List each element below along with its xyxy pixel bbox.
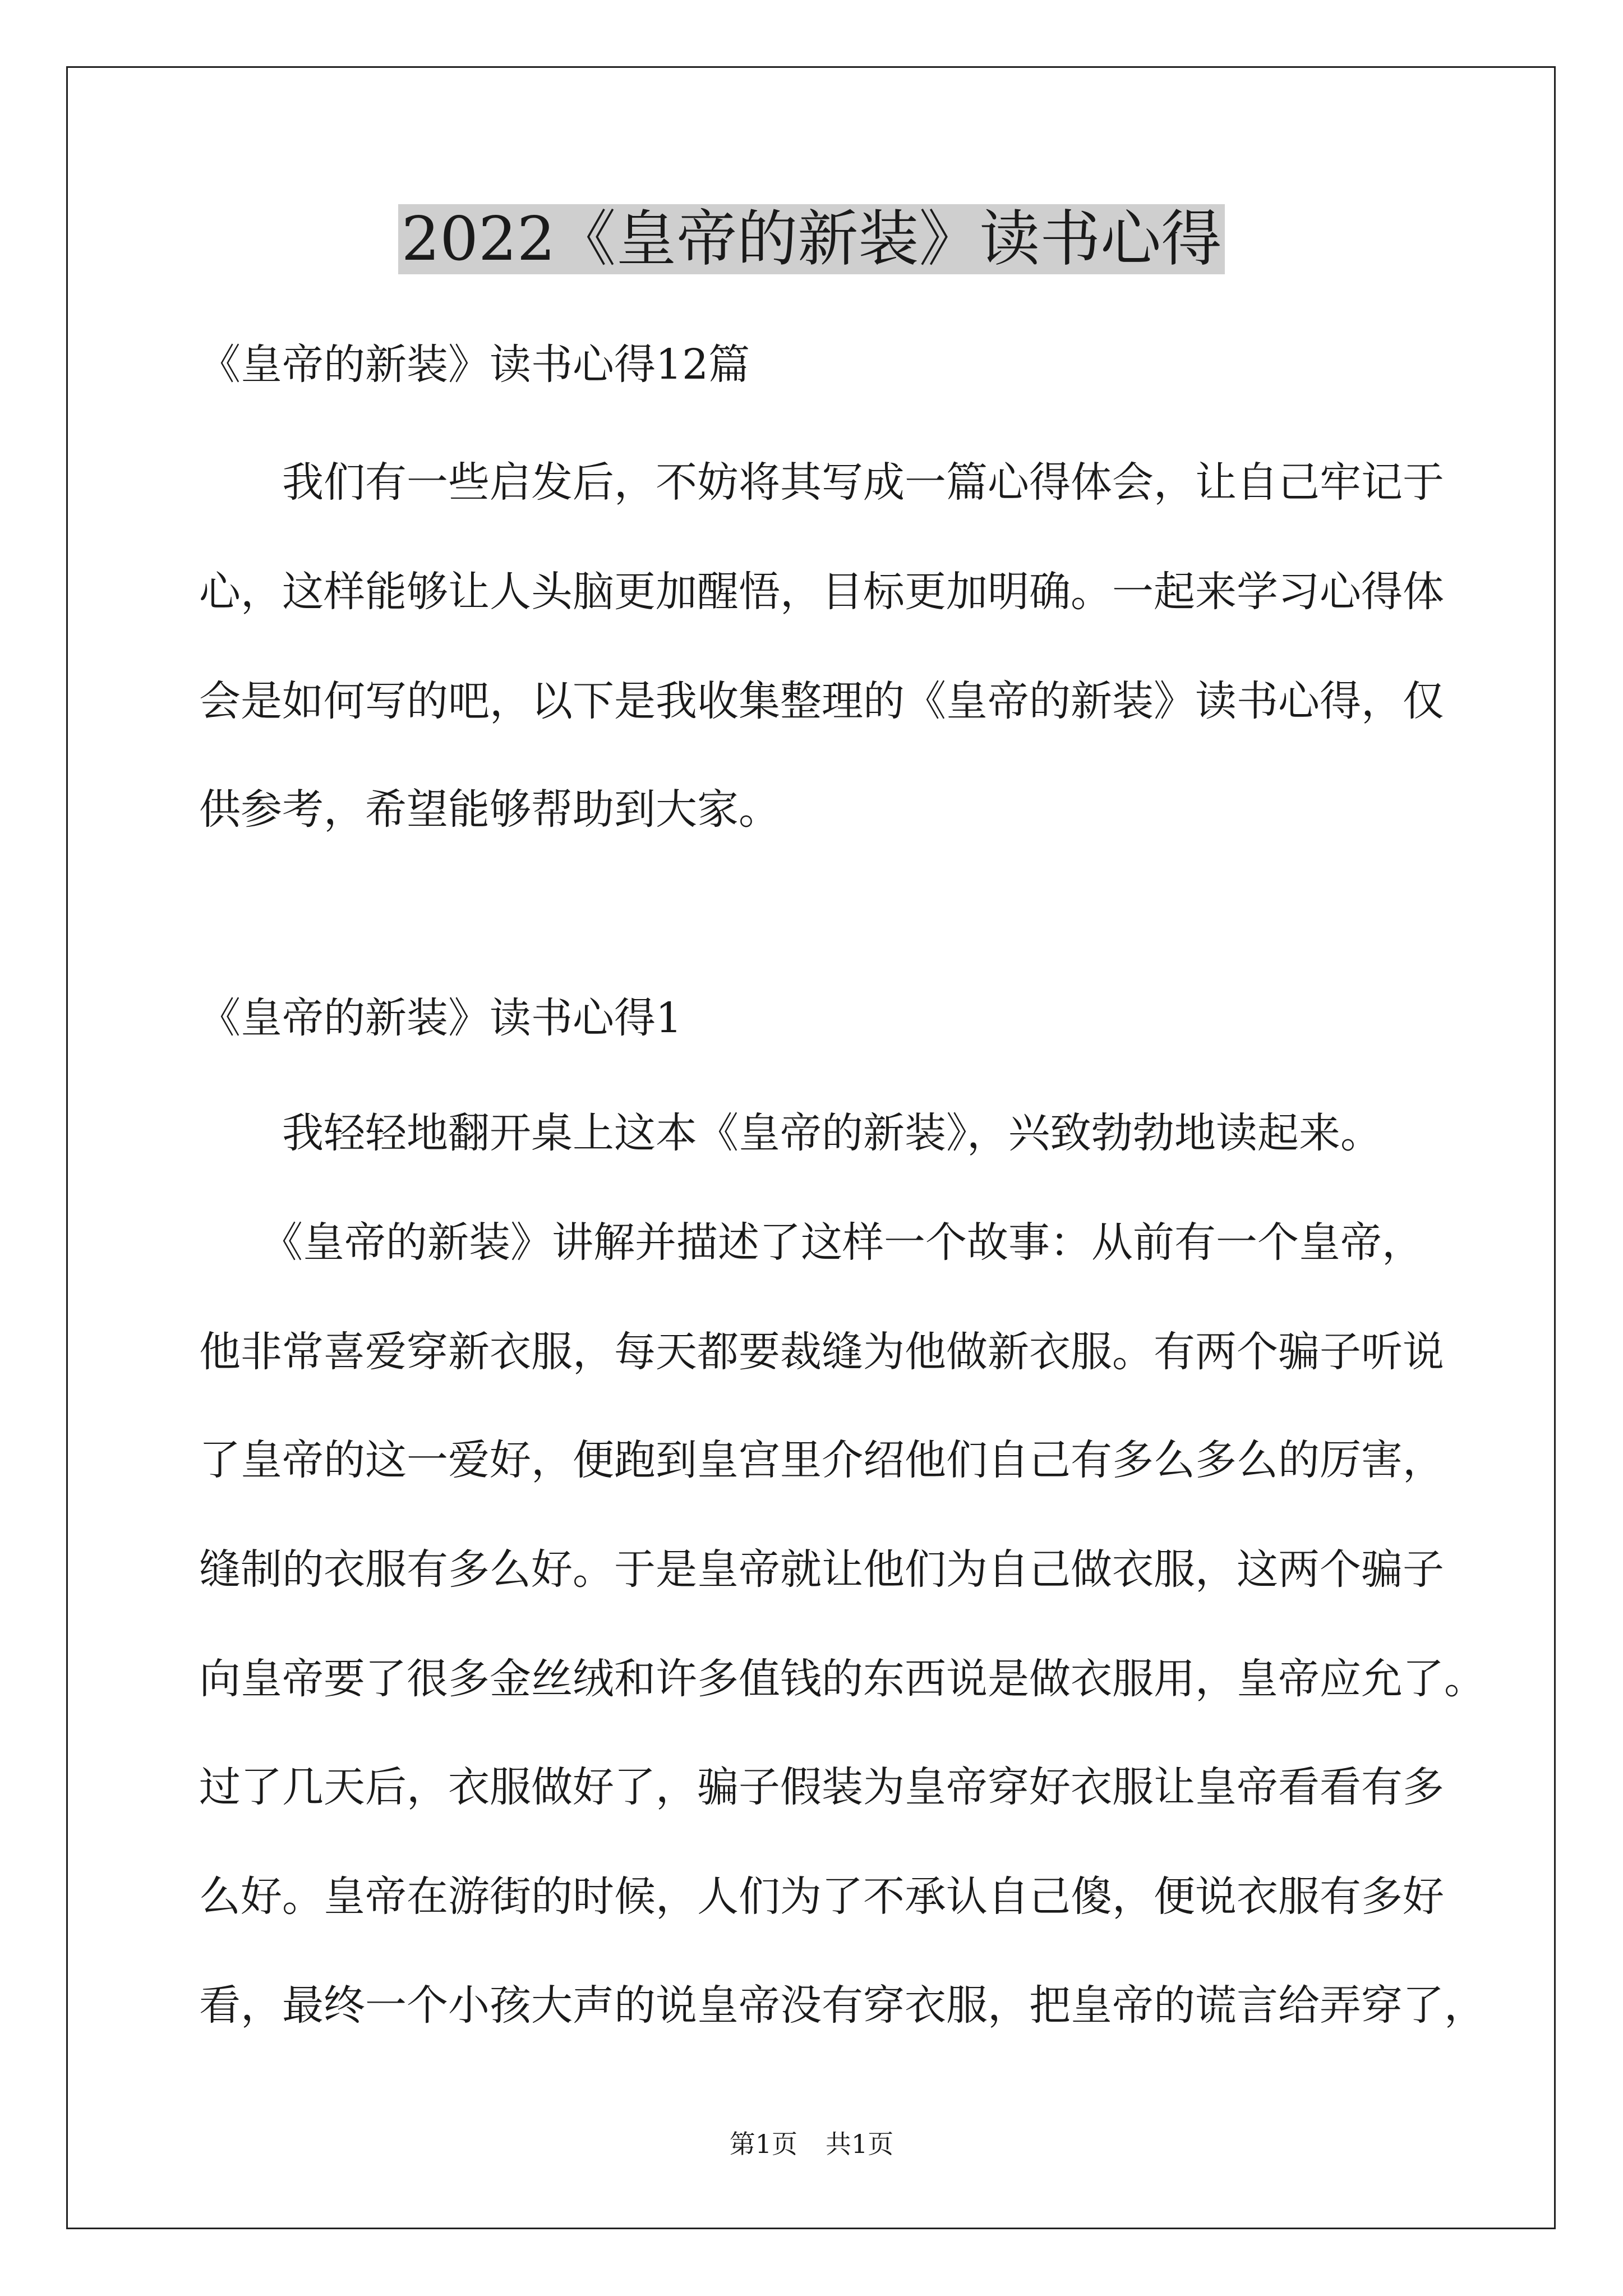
page-footer — [0, 2127, 1623, 2161]
body-line: 么好。皇帝在游街的时候，人们为了不承认自己傻，便说衣服有多好 — [199, 1872, 1444, 1921]
body-line: 他非常喜爱穿新衣服，每天都要裁缝为他做新衣服。有两个骗子听说 — [199, 1328, 1444, 1376]
body-line: 缝制的衣服有多么好。于是皇帝就让他们为自己做衣服，这两个骗子 — [199, 1545, 1444, 1594]
body-line: 过了几天后，衣服做好了，骗子假装为皇帝穿好衣服让皇帝看看有多 — [199, 1763, 1444, 1811]
body-line: 心，这样能够让人头脑更加醒悟，目标更加明确。一起来学习心得体 — [199, 568, 1444, 616]
page-number: 第1页 — [729, 2129, 797, 2159]
body-line: 了皇帝的这一爱好，便跑到皇宫里介绍他们自己有多么多么的厉害， — [199, 1436, 1444, 1484]
body-line: 会是如何写的吧，以下是我收集整理的《皇帝的新装》读书心得，仅 — [199, 677, 1444, 725]
body-line: 供参考，希望能够帮助到大家。 — [199, 785, 780, 834]
page-total: 共1页 — [826, 2129, 894, 2159]
body-line: 我轻轻地翻开桌上这本《皇帝的新装》，兴致勃勃地读起来。 — [199, 1109, 1382, 1157]
body-line: 看，最终一个小孩大声的说皇帝没有穿衣服，把皇帝的谎言给弄穿了， — [199, 1981, 1486, 2030]
document-title: 2022《皇帝的新装》读书心得 — [0, 197, 1623, 282]
section-heading: 《皇帝的新装》读书心得1 — [199, 994, 683, 1042]
body-line: 我们有一些启发后，不妨将其写成一篇心得体会，让自己牢记于 — [199, 458, 1444, 507]
subtitle-line: 《皇帝的新装》读书心得12篇 — [199, 341, 750, 389]
body-line: 《皇帝的新装》讲解并描述了这样一个故事：从前有一个皇帝， — [199, 1218, 1423, 1267]
body-line: 向皇帝要了很多金丝绒和许多值钱的东西说是做衣服用，皇帝应允了。 — [199, 1655, 1486, 1703]
